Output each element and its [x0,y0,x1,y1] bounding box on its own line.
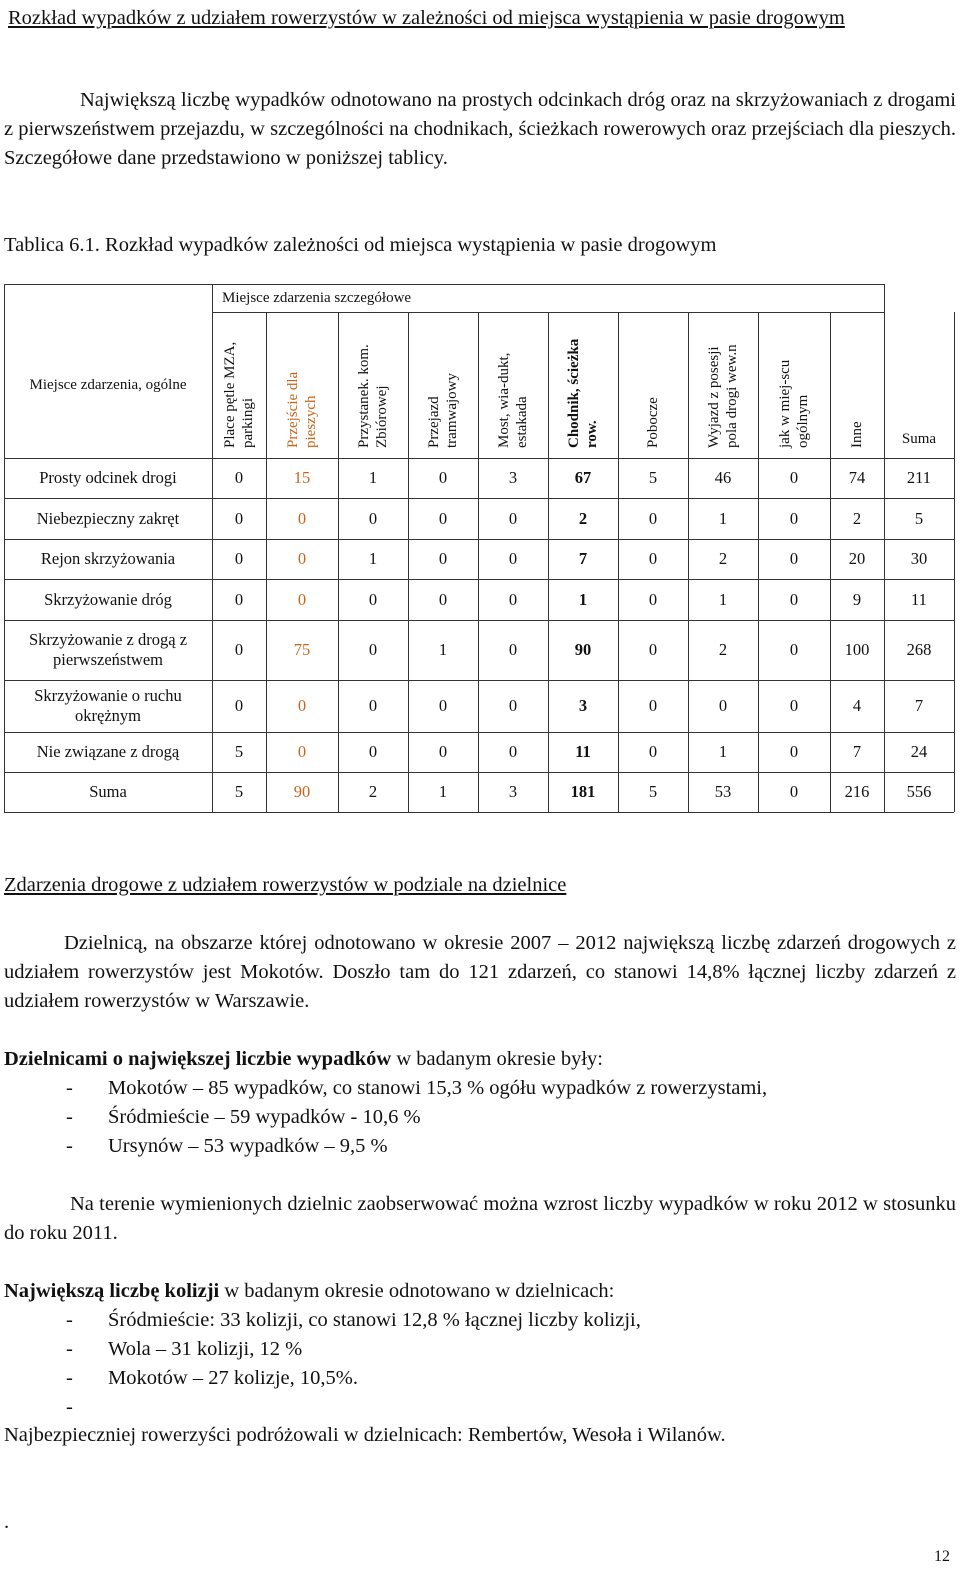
intro-paragraph: Największą liczbę wypadków odnotowano na prostych odcinkach dróg oraz na skrzyżowaniach z drogami z pierwszeństwem przejazdu, w szczególności na chodnikach, ścieżkach rowerowych oraz przejściach dla pieszych. Szczegółowe dane przedstawiono w poniższej tablicy. [4,89,956,169]
table-cell: 0 [438,742,448,761]
list-item [66,1335,956,1364]
table-cell: 2 [368,782,378,801]
column-header [705,318,741,448]
table-cell: 5 [914,508,924,528]
table-cell: 0 [718,696,728,715]
column-header [284,318,320,448]
table-cell: 1 [438,640,448,659]
table-cell: 3 [508,468,518,487]
table-row-label: Prosty odcinek drogi [39,468,177,487]
table-cell: 74 [848,468,866,487]
list-item-text: Śródmieście: 33 kolizji, co stanowi 12,8 % łącznej liczby kolizji, [108,1309,641,1331]
table-cell: 1 [718,508,728,528]
table-cell: 0 [234,640,244,659]
list-item [66,1132,956,1161]
list-item-text: Śródmieście – 59 wypadków - 10,6 % [108,1106,421,1128]
table-cell: 15 [293,468,311,487]
table-cell: 75 [293,640,311,659]
table-cell: 0 [438,589,448,609]
column-header-line: Zbiórowej [374,385,390,448]
column-header-line: Przystanek. kom. [356,344,372,448]
column-header [644,318,662,448]
column-header-line: tramwajowy [444,373,460,448]
list-item-text: Mokotów – 85 wypadków, co stanowi 15,3 % ogółu wypadków z rowerzystami, [108,1077,768,1099]
table-cell: 0 [789,549,799,568]
table-cell: 3 [508,782,518,801]
collisions-lead-rest: w badanym okresie odnotowano w dzielnicach: [219,1280,615,1302]
table-group-header: Miejsce zdarzenia szczegółowe [222,289,412,306]
list-bullet: - [66,1396,73,1418]
accidents-lead-rest: w badanym okresie były: [391,1048,603,1070]
table-cell: 11 [911,589,927,609]
table-cell: 5 [234,782,244,801]
column-header-line: row. [584,420,600,448]
table-cell: 100 [844,640,870,659]
table-cell: 2 [578,508,588,528]
table-row-label: Skrzyżowanie o ruchu okrężnym [34,686,182,725]
districts-heading: Zdarzenia drogowe z udziałem rowerzystów w podziale na dzielnice [4,874,567,896]
table-cell: 7 [578,549,588,568]
growth-paragraph: Na terenie wymienionych dzielnic zaobserwować można wzrost liczby wypadków w roku 2012 w stosunku do roku 2011. [4,1193,956,1244]
column-header-line: ogólnym [795,394,811,448]
column-header [776,318,812,448]
section-heading: Rozkład wypadków z udziałem rowerzystów w zależności od miejsca wystąpienia w pasie drogowym [8,7,845,29]
table-cell: 0 [648,696,658,715]
table-cell: 0 [789,589,799,609]
collisions-lead [4,1277,956,1306]
table-cell: 0 [297,696,307,715]
table-cell: 11 [575,742,591,761]
table-cell: 0 [297,742,307,761]
table-cell: 24 [910,742,928,761]
collisions-list [66,1306,956,1422]
table-cell: 0 [508,640,518,659]
column-header-line: estakada [514,396,530,448]
table-cell: 0 [234,549,244,568]
table-cell: 2 [718,549,728,568]
table-cell: 7 [852,742,862,761]
table-cell: 5 [234,742,244,761]
table-cell: 0 [648,508,658,528]
column-header-line: Wyjazd z posesji [706,346,722,448]
accidents-table [4,284,954,812]
table-row-label: Skrzyżowanie z drogą z pierwszeństwem [28,630,188,669]
list-bullet: - [66,1077,73,1099]
table-cell: 0 [234,508,244,528]
column-header-line: Pobocze [645,397,661,448]
table-cell: 5 [648,468,658,487]
list-item [66,1103,956,1132]
table-cell: 0 [368,742,378,761]
table-cell: 0 [368,589,378,609]
list-item-text: Ursynów – 53 wypadków – 9,5 % [108,1135,388,1157]
page-number: 12 [934,1548,950,1565]
table-cell: 9 [852,589,862,609]
table-cell: 90 [574,640,592,659]
table-cell: 0 [234,696,244,715]
districts-paragraph: Dzielnicą, na obszarze której odnotowano w okresie 2007 – 2012 największą liczbę zdarzeń drogowych z udziałem rowerzystów jest Mokotów. Doszło tam do 121 zdarzeń, co stanowi 14,8% łącznej liczby zdarzeń z udziałem rowerzystów w Warszawie. [4,932,956,1012]
column-header-line: Most, wia-dukt, [496,352,512,448]
column-header [848,318,866,448]
table-cell: 4 [852,696,862,715]
table-sum-header: Suma [901,431,937,447]
table-cell: 0 [648,589,658,609]
list-item-text: Mokotów – 27 kolizje, 10,5%. [108,1367,358,1389]
table-cell: 0 [648,549,658,568]
table-cell: 0 [297,549,307,568]
column-header-line: Przejście dla [285,371,301,448]
table-cell: 67 [574,468,592,487]
column-header [355,318,391,448]
table-cell: 0 [648,640,658,659]
table-cell: 0 [297,589,307,609]
table-cell: 211 [906,468,932,487]
table-cell: 2 [852,508,862,528]
table-cell: 0 [508,696,518,715]
list-item [66,1393,956,1422]
table-cell: 90 [293,782,311,801]
column-header-line: pola drogi wew.n [724,344,740,448]
column-header-line: pieszych [303,395,319,448]
table-cell: 0 [789,782,799,801]
table-cell: 0 [234,589,244,609]
table-caption: Tablica 6.1. Rozkład wypadków zależności od miejsca wystąpienia w pasie drogowym [4,234,717,256]
list-item [66,1364,956,1393]
table-border-right [954,312,955,812]
column-header [565,318,601,448]
column-header-line: Inne [849,421,865,448]
table-cell: 216 [844,782,870,801]
list-item-text: Wola – 31 kolizji, 12 % [108,1338,303,1360]
column-header-line: Chodnik, ścieżka [566,338,582,448]
table-cell: 0 [368,508,378,528]
table-cell: 0 [438,696,448,715]
list-bullet: - [66,1309,73,1331]
table-cell: 268 [906,640,932,659]
table-cell: 0 [789,640,799,659]
list-item [66,1306,956,1335]
table-cell: 0 [368,640,378,659]
list-bullet: - [66,1106,73,1128]
table-cell: 5 [648,782,658,801]
table-cell: 181 [570,782,596,801]
table-cell: 0 [438,508,448,528]
list-item [66,1074,956,1103]
table-cell: 0 [438,549,448,568]
column-header [495,318,531,448]
table-cell: 0 [648,742,658,761]
table-row-label: Suma [89,782,127,801]
list-bullet: - [66,1338,73,1360]
column-header-line: Przejazd [426,396,442,448]
table-cell: 0 [789,468,799,487]
table-cell: 556 [906,782,932,801]
table-cell: 2 [718,640,728,659]
table-cell: 3 [578,696,588,715]
table-cell: 1 [578,589,588,609]
table-cell: 46 [714,468,732,487]
list-bullet: - [66,1367,73,1389]
column-header-line: parkingi [240,398,256,448]
table-cell: 0 [789,742,799,761]
column-header-line: jak w miej-scu [777,359,793,448]
column-header [221,318,257,448]
table-row-header: Miejsce zdarzenia, ogólne [29,376,187,393]
accidents-list [66,1074,956,1161]
accidents-lead [4,1045,956,1074]
table-cell: 0 [234,468,244,487]
table-cell: 0 [789,508,799,528]
column-header-line: Place pętle MZA, [222,341,238,448]
table-cell: 0 [508,742,518,761]
safest-districts: Najbezpieczniej rowerzyści podróżowali w dzielnicach: Rembertów, Wesoła i Wilanów. [4,1424,726,1446]
table-rule [4,812,954,813]
table-cell: 0 [297,508,307,528]
table-cell: 0 [368,696,378,715]
list-bullet: - [66,1135,73,1157]
table-cell: 0 [438,468,448,487]
table-cell: 7 [914,696,924,715]
table-row-label: Skrzyżowanie dróg [44,589,172,609]
table-row-label: Nie związane z drogą [36,742,180,761]
table-cell: 1 [718,589,728,609]
table-cell: 1 [368,549,378,568]
table-cell: 0 [789,696,799,715]
table-cell: 0 [508,589,518,609]
table-cell: 0 [508,508,518,528]
table-cell: 53 [714,782,732,801]
table-cell: 1 [718,742,728,761]
table-cell: 0 [508,549,518,568]
column-header [425,318,461,448]
collisions-lead-bold: Największą liczbę kolizji [4,1280,220,1302]
table-row-label: Niebezpieczny zakręt [36,508,180,528]
accidents-lead-bold: Dzielnicami o największej liczbie wypadków [4,1048,392,1070]
table-cell: 1 [438,782,448,801]
table-cell: 20 [848,549,866,568]
table-row-label: Rejon skrzyżowania [40,549,176,568]
table-cell: 1 [368,468,378,487]
stray-dot: . [4,1511,10,1533]
table-cell: 30 [910,549,928,568]
